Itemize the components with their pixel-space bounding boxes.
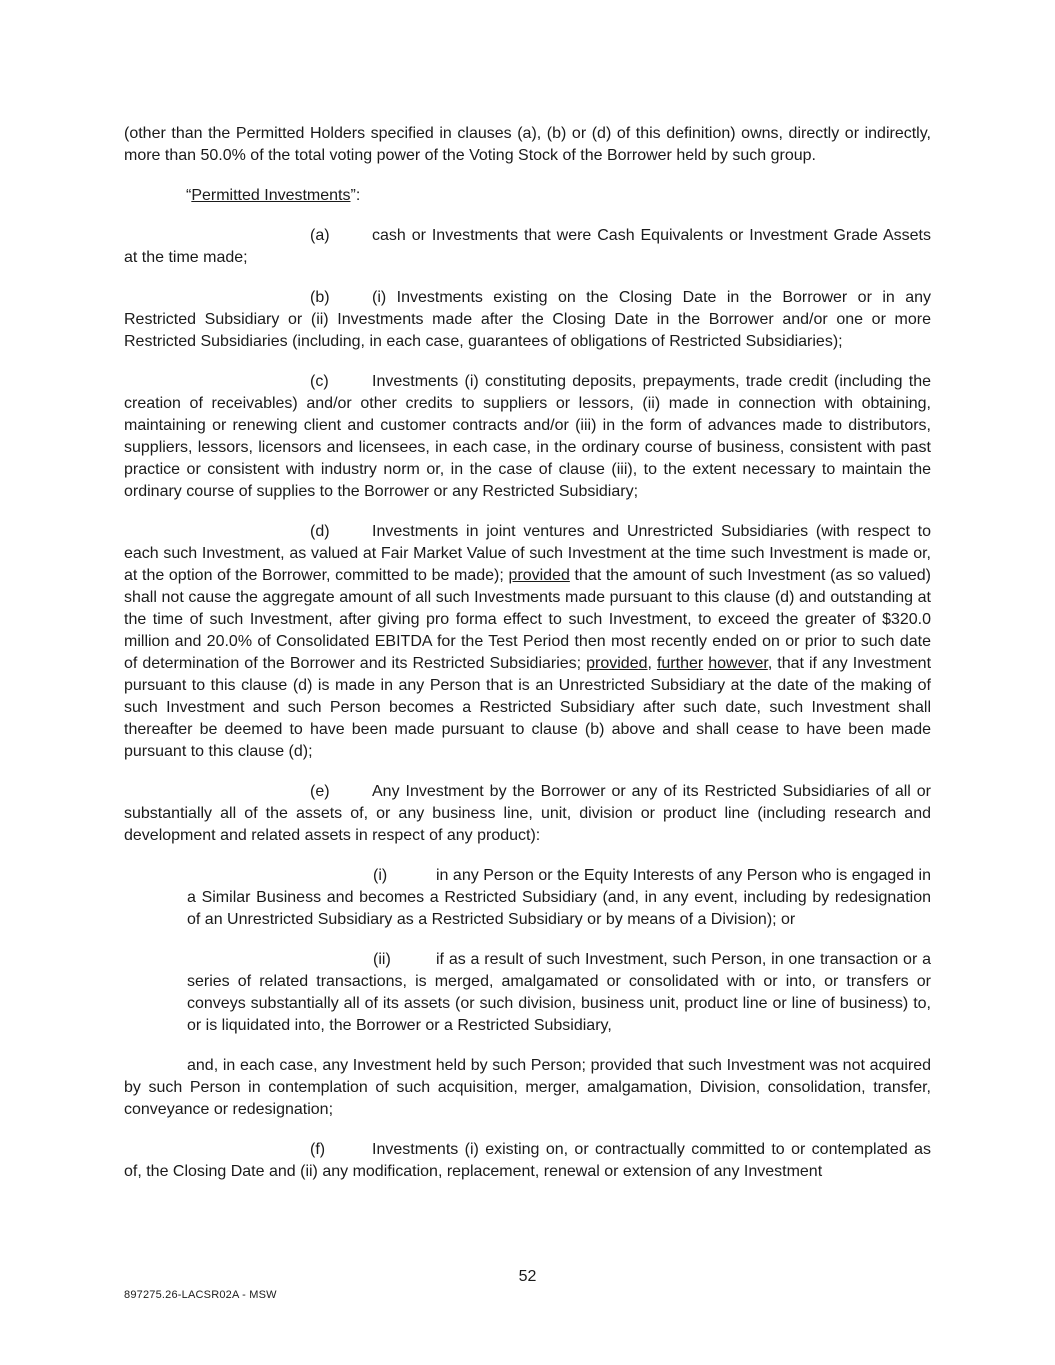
subclause-e-ii-label: (ii) — [373, 951, 391, 968]
subclause-e-ii-text: if as a result of such Investment, such Person, in one transaction or a series of related transactions, is merged, amalgamated or consolidated with or into, or transfers or conveys substantially all of its assets (or such division, business unit, product line or line of business) to, or is liquidated into, the Borrower or a Restricted Subsidiary, — [187, 951, 931, 1034]
clause-f-text: Investments (i) existing on, or contractually committed to or contemplated as of, the Closing Date and (ii) any modification, replacement, renewal or extension of any Investment — [124, 1141, 931, 1180]
definition-heading — [124, 185, 931, 207]
clause-e-tail: and, in each case, any Investment held by such Person; provided that such Investment was not acquired by such Person in contemplation of such acquisition, merger, amalgamation, Division, consolidation, transfer, conveyance or redesignation; — [124, 1057, 931, 1118]
clause-f — [124, 1139, 931, 1183]
page-number: 52 — [518, 1268, 537, 1285]
clause-a-text: cash or Investments that were Cash Equivalents or Investment Grade Assets at the time made; — [124, 227, 931, 266]
clause-d-text-1: Investments in joint ventures and Unrestricted Subsidiaries (with respect to each such Investment, as valued at Fair Market Value of such Investment at the time such Investment is made or, at the option of the Borrower, committed to be made); — [124, 523, 931, 584]
further-term: further — [656, 655, 704, 672]
provided-term-1: provided — [508, 567, 570, 584]
clause-f-label: (f) — [310, 1141, 326, 1158]
intro-paragraph: (other than the Permitted Holders specified in clauses (a), (b) or (d) of this definition) owns, directly or indirectly, more than 50.0% of the total voting power of the Voting Stock of the Borrower held by such group. — [124, 125, 931, 164]
clause-d-text-2: that the amount of such Investment (as so valued) shall not cause the aggregate amount of all such Investments made pursuant to this clause (d) and outstanding at the time of such Investment, after giving pro forma effect to such Investment, to exceed the greater of $320.0 million and 20.0% of Consolidated EBITDA for the Test Period then most recently ended on or prior to such date of determination of the Borrower and its Restricted Subsidiaries; — [124, 567, 932, 672]
provided-term-2: provided — [586, 655, 648, 672]
document-body — [124, 123, 931, 1183]
defined-term: Permitted Investments — [191, 187, 351, 204]
clause-d-text-3: , that if any Investment pursuant to this clause (d) is made in any Person that is an Unrestricted Subsidiary at the date of the making of such Investment and such Person becomes a Restricted Subsidiary after such date, such Investment shall thereafter be deemed to have been made pursuant to clause (b) above and shall cease to have been made pursuant to this clause (d); — [124, 655, 932, 760]
clause-b-label: (b) — [310, 289, 330, 306]
clause-c — [124, 371, 931, 503]
however-term: however — [708, 655, 768, 672]
document-id: 897275.26-LACSR02A - MSW — [124, 1289, 277, 1301]
clause-b-text: (i) Investments existing on the Closing Date in the Borrower or in any Restricted Subsidiary or (ii) Investments made after the Closing Date in the Borrower and/or one or more Restricted Subsidiaries (including, in each case, guarantees of obligations of Restricted Subsidiaries); — [124, 289, 931, 350]
clause-c-label: (c) — [310, 373, 329, 390]
clause-d — [124, 521, 931, 763]
clause-d-label: (d) — [310, 523, 330, 540]
subclause-e-i — [187, 865, 931, 931]
open-quote: “ — [186, 187, 192, 204]
clause-a — [124, 225, 931, 269]
clause-e — [124, 781, 931, 847]
clause-c-text: Investments (i) constituting deposits, prepayments, trade credit (including the creation of receivables) and/or other credits to suppliers or lessors, (ii) made in connection with obtaining, maintaining or renewing client and customer contracts and/or (iii) in the form of advances made to distributors, suppliers, lessors, licensors and licensees, in each case, in the ordinary course of business, consistent with past practice or consistent with industry norm or, in the case of clause (iii), to the extent necessary to maintain the ordinary course of supplies to the Borrower or any Restricted Subsidiary; — [124, 373, 931, 500]
subclause-e-ii — [187, 949, 931, 1037]
subclause-e-i-text: in any Person or the Equity Interests of any Person who is engaged in a Similar Business and becomes a Restricted Subsidiary (and, in any event, including by redesignation of an Unrestricted Subsidiary as a Restricted Subsidiary or by means of a Division); or — [187, 867, 931, 928]
clause-a-label: (a) — [310, 227, 330, 244]
clause-b — [124, 287, 931, 353]
clause-e-text: Any Investment by the Borrower or any of its Restricted Subsidiaries of all or substantially all of the assets of, or any business line, unit, division or product line (including research and development and related assets in respect of any product): — [124, 783, 931, 844]
clause-e-label: (e) — [310, 783, 330, 800]
comma-separator: , — [647, 655, 657, 672]
subclause-e-i-label: (i) — [373, 867, 388, 884]
heading-close: ”: — [350, 187, 361, 204]
